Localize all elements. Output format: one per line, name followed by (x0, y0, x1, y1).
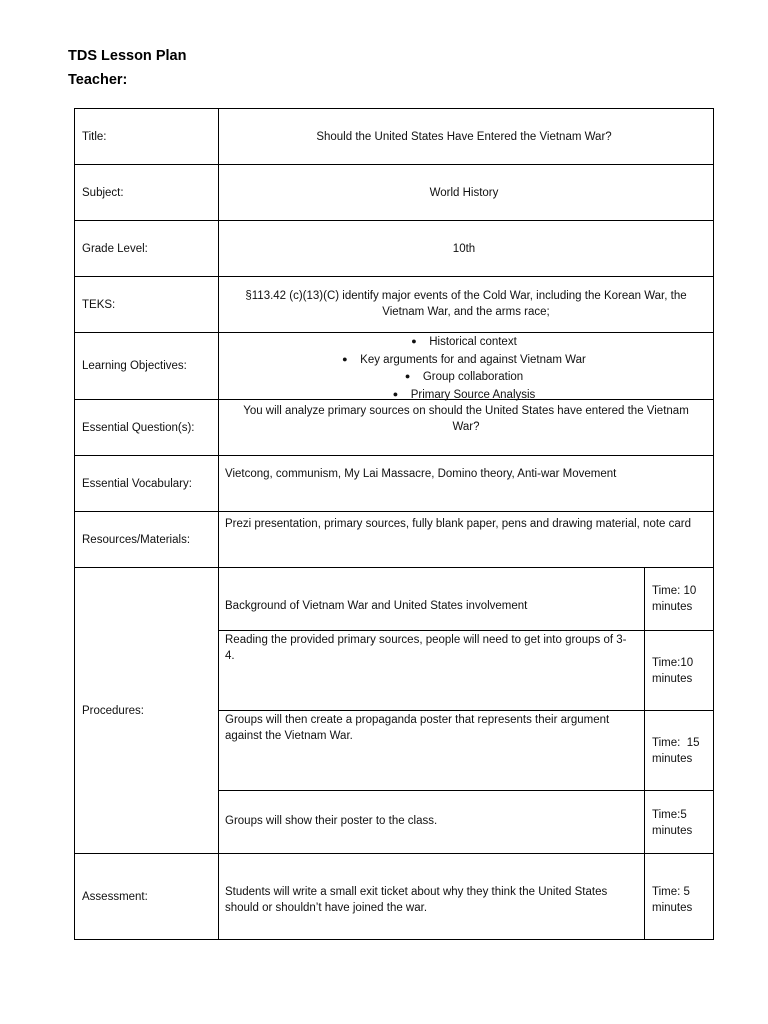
procedure-step-time: Time: 10 minutes (652, 585, 700, 613)
resources-value: Prezi presentation, primary sources, fully blank paper, pens and drawing material, note card (225, 518, 691, 530)
procedure-step (219, 711, 713, 791)
teks-label: TEKS: (75, 277, 219, 332)
bullet-icon: ● (392, 388, 399, 399)
essential-question-value: You will analyze primary sources on should the United States have entered the Vietnam War? (243, 405, 689, 433)
essential-vocabulary-cell (219, 456, 713, 511)
procedure-step-text: Groups will show their poster to the class. (225, 814, 438, 827)
list-item: ● Primary Source Analysis (225, 386, 703, 404)
objectives-list (225, 333, 703, 403)
resources-row (75, 512, 713, 568)
title-row (75, 109, 713, 165)
assessment-text: Students will write a small exit ticket about why they think the United States should or shouldn’t have joined the war. (225, 885, 608, 914)
list-item: ● Historical context (225, 333, 703, 351)
procedure-step-text: Background of Vietnam War and United States involvement (225, 599, 528, 612)
essential-vocabulary-value: Vietcong, communism, My Lai Massacre, Domino theory, Anti-war Movement (225, 468, 617, 480)
resources-label: Resources/Materials: (75, 512, 219, 567)
procedure-step-text: Groups will then create a propaganda poster that represents their argument against the Vietnam War. (225, 714, 610, 742)
learning-objectives-label: Learning Objectives: (75, 333, 219, 399)
title-value: Should the United States Have Entered the Vietnam War? (316, 130, 612, 143)
assessment-content (219, 854, 713, 939)
document-header (68, 44, 186, 92)
grade-level-value-cell (219, 221, 713, 276)
procedures-label: Procedures: (75, 568, 219, 853)
grade-level-row (75, 221, 713, 277)
essential-question-row (75, 400, 713, 456)
essential-question-cell (219, 400, 713, 455)
teks-row (75, 277, 713, 333)
list-item: ● Group collaboration (225, 368, 703, 386)
essential-vocabulary-label: Essential Vocabulary: (75, 456, 219, 511)
bullet-icon: ● (411, 336, 417, 346)
procedure-step-text: Reading the provided primary sources, people will need to get into groups of 3-4. (225, 634, 627, 662)
document-title: TDS Lesson Plan (68, 48, 187, 64)
procedure-step (219, 568, 713, 631)
list-item: ● Key arguments for and against Vietnam War (225, 351, 703, 369)
assessment-label: Assessment: (75, 854, 219, 939)
procedures-row (75, 568, 713, 854)
essential-question-label: Essential Question(s): (75, 400, 219, 455)
teks-value-cell (219, 277, 713, 332)
procedure-step-time: Time:5 minutes (652, 808, 693, 837)
title-label: Title: (75, 109, 219, 164)
bullet-icon: ● (342, 353, 348, 364)
essential-vocabulary-row (75, 456, 713, 512)
procedure-step (219, 631, 713, 711)
learning-objectives-row (75, 333, 713, 400)
subject-value-cell (219, 165, 713, 220)
assessment-time: Time: 5 minutes (652, 885, 694, 914)
procedure-step-time: Time: 15 minutes (652, 737, 703, 765)
procedure-step-time: Time:10 minutes (652, 656, 697, 685)
subject-value: World History (429, 186, 499, 199)
title-value-cell (219, 109, 713, 164)
grade-level-label: Grade Level: (75, 221, 219, 276)
resources-cell (219, 512, 713, 567)
subject-row (75, 165, 713, 221)
bullet-icon: ● (404, 371, 411, 381)
teks-value: §113.42 (c)(13)(C) identify major events of the Cold War, including the Korean War, the Vietnam War, and the arms race; (245, 290, 687, 318)
assessment-row (75, 854, 713, 939)
lesson-plan-table (74, 108, 714, 940)
teacher-label: Teacher: (68, 72, 128, 88)
grade-level-value: 10th (452, 242, 476, 255)
learning-objectives-cell (219, 333, 713, 399)
subject-label: Subject: (75, 165, 219, 220)
procedure-step (219, 791, 713, 854)
